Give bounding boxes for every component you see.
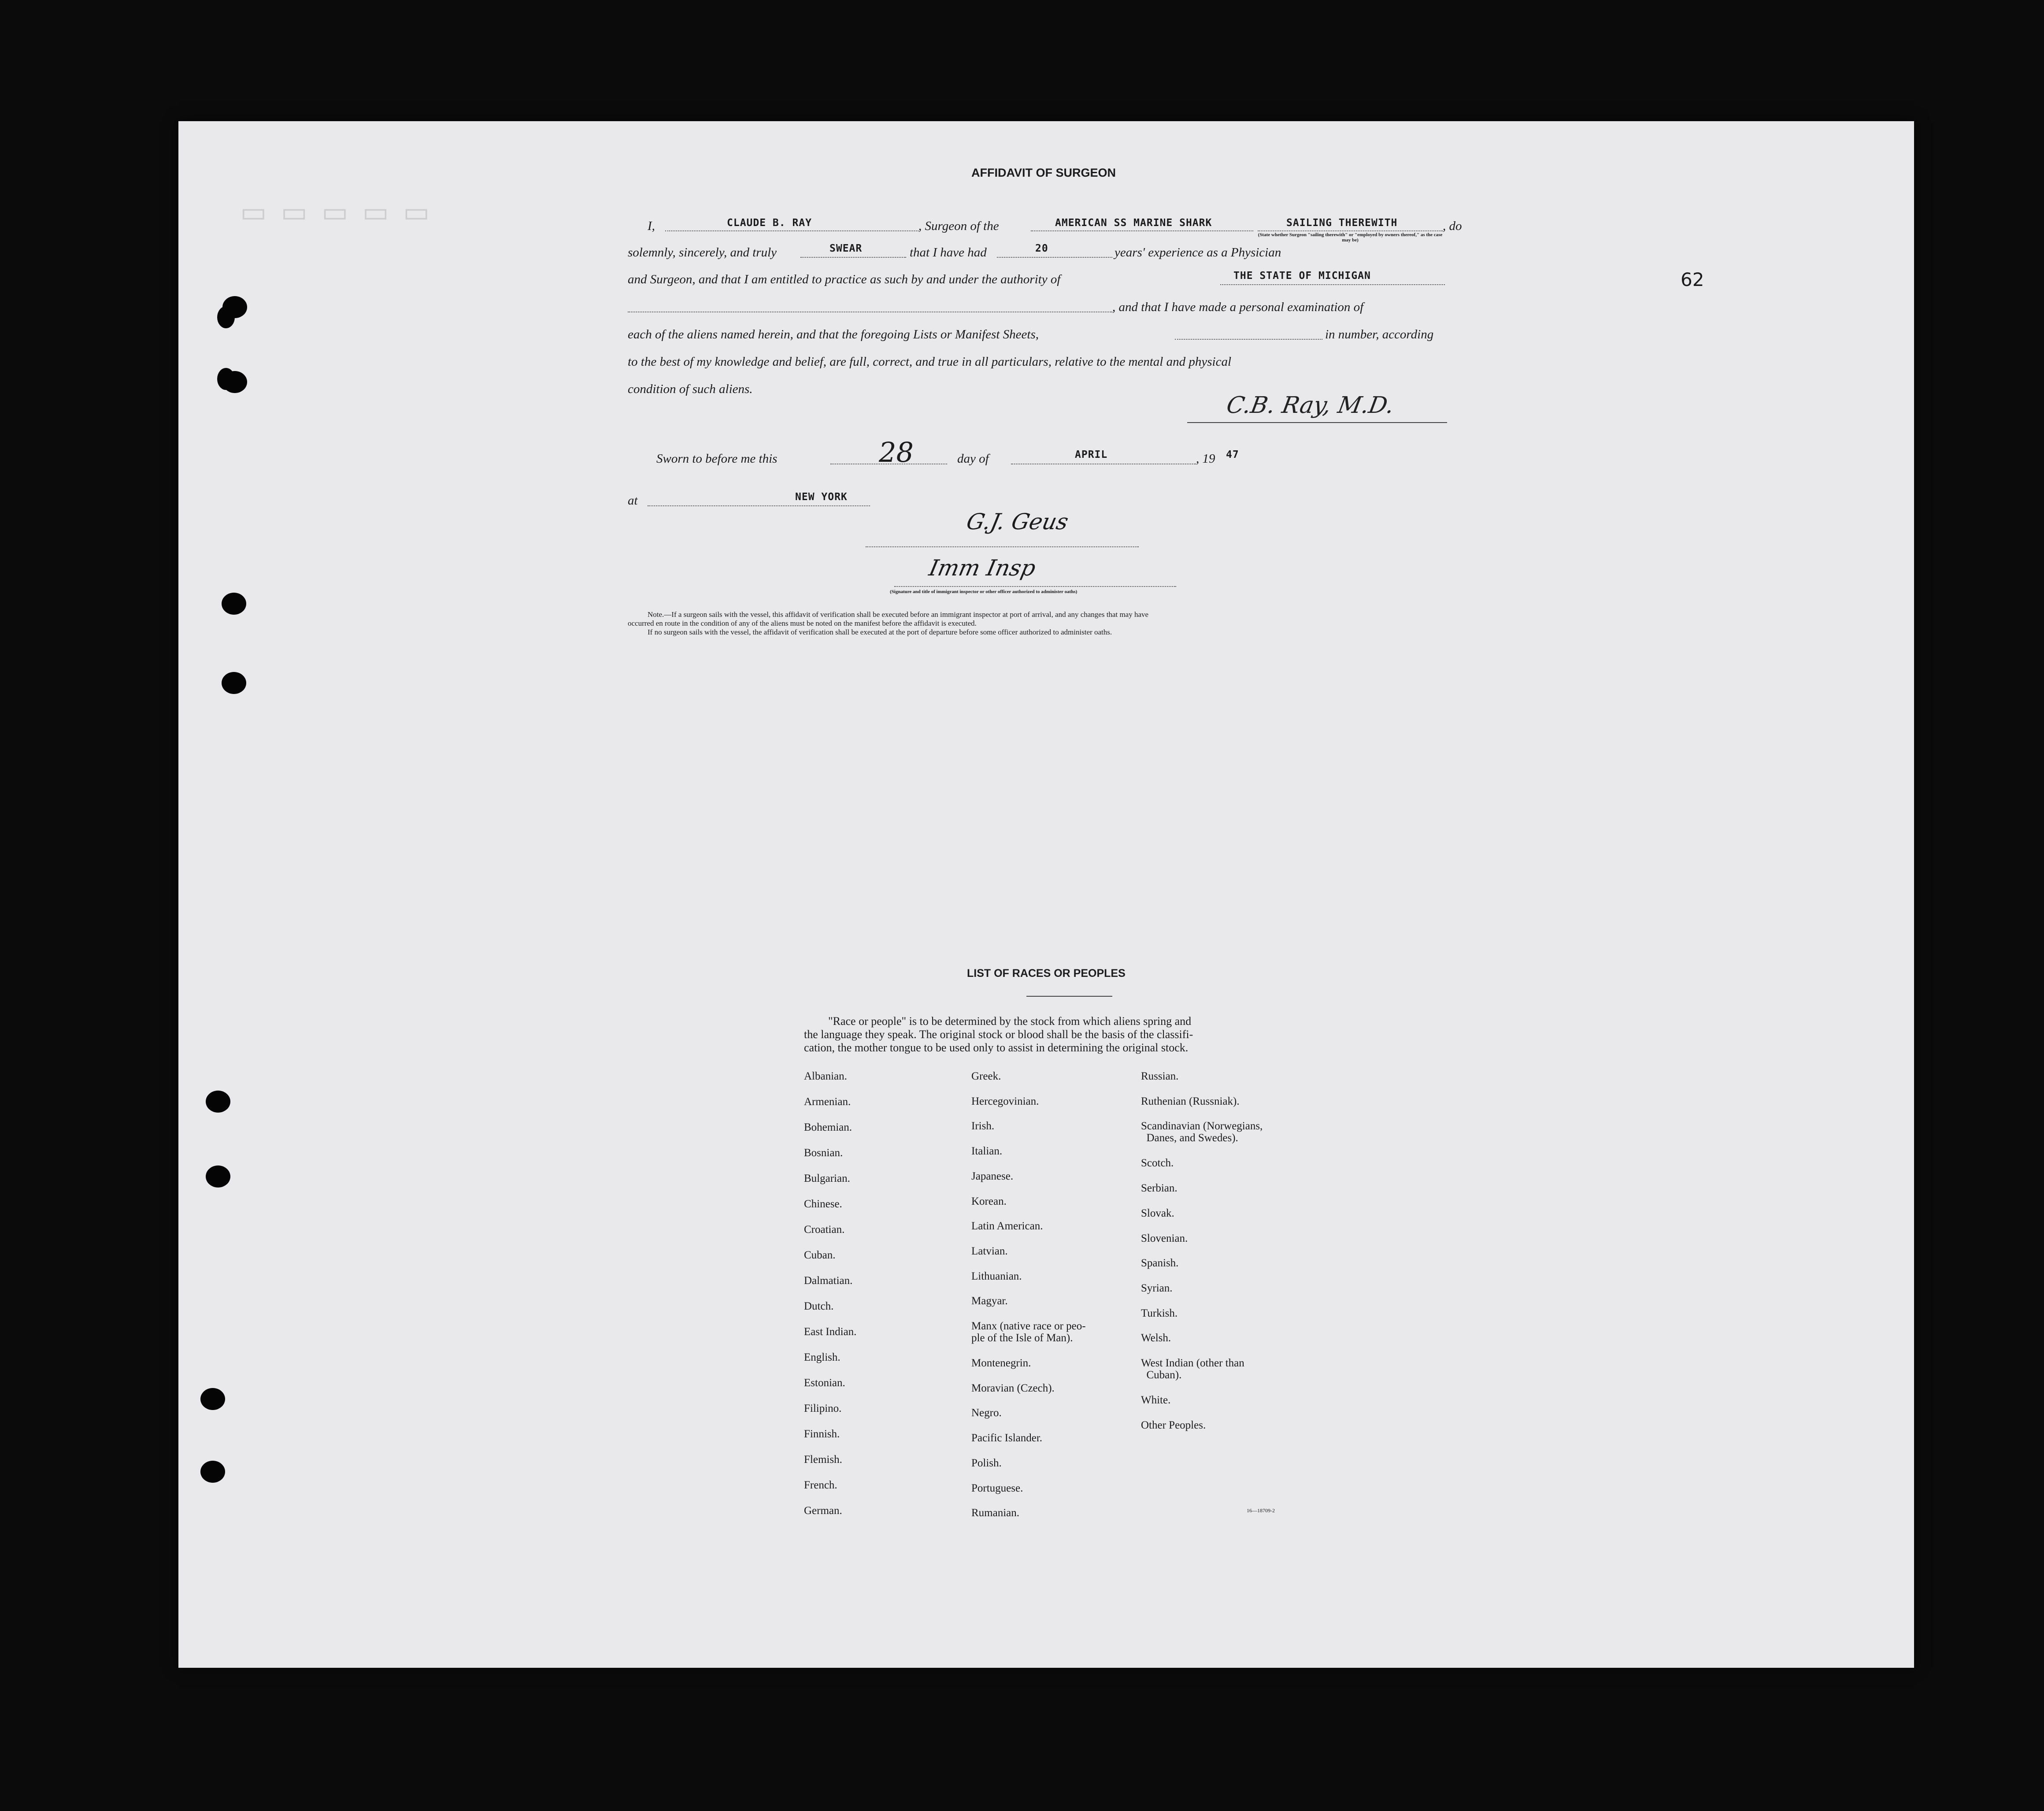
sworn-year: 47 [1226,449,1239,460]
blank-line [648,505,870,506]
line1-prefix: I, [648,219,655,233]
blank-line [866,546,1139,547]
at-label: at [628,494,638,508]
line5-end: in number, according [1325,327,1434,341]
signature-caption: (Signature and title of immigrant inspector or other officer authorized to administer oaths) [890,589,1078,594]
race-item: White. [1141,1394,1171,1406]
races-title: LIST OF RACES OR PEOPLES [967,967,1126,980]
line5-prefix: each of the aliens named herein, and that the foregoing Lists or Manifest Sheets, [628,327,1039,341]
page-number: 62 [1681,269,1704,290]
race-item: Chinese. [804,1198,842,1210]
race-item: Albanian. [804,1070,847,1082]
race-item: Irish. [971,1120,995,1132]
note-line-3: If no surgeon sails with the vessel, the affidavit of verification shall be executed at the port of departure before some officer authorized to administer oaths. [648,628,1112,636]
year-prefix: , 19 [1196,452,1215,466]
race-item: Croatian. [804,1224,845,1236]
sworn-day: 28 [879,436,914,468]
note-line-1: Note.—If a surgeon sails with the vessel, this affidavit of verification shall be executed before an immigrant inspector at port of arrival, and any changes that may have [648,610,1149,619]
note-line-2: occurred en route in the condition of any of the aliens must be noted on the manifest before the affidavit is executed. [628,619,977,627]
race-item: Other Peoples. [1141,1419,1206,1431]
blank-line [1031,230,1253,231]
race-item: East Indian. [804,1326,857,1338]
line2-end: years' experience as a Physician [1115,245,1281,260]
line2-mid: that I have had [910,245,987,260]
race-item: Portuguese. [971,1482,1023,1494]
years-experience: 20 [1035,243,1048,254]
race-item: Filipino. [804,1403,842,1414]
officer-signature: G.J. Geus [964,509,1071,534]
binder-hole [206,1165,230,1188]
race-item: West Indian (other than Cuban). [1141,1357,1244,1381]
blank-line [1175,339,1322,340]
sworn-month: APRIL [1075,449,1108,460]
race-item: Slovenian. [1141,1232,1188,1244]
line3-prefix: and Surgeon, and that I am entitled to practice as such by and under the authority of [628,272,1061,286]
surgeon-name: CLAUDE B. RAY [727,217,812,229]
title-rule [1026,996,1112,997]
day-of-label: day of [957,452,989,466]
line7: condition of such aliens. [628,382,753,396]
binder-hole [217,306,235,328]
race-item: Armenian. [804,1096,851,1108]
sworn-place: NEW YORK [795,491,848,503]
binder-hole [200,1461,225,1483]
race-item: Finnish. [804,1428,840,1440]
race-item: Polish. [971,1457,1002,1469]
race-item: Rumanian. [971,1507,1020,1519]
race-item: Bulgarian. [804,1173,850,1184]
race-item: Scotch. [1141,1157,1174,1169]
race-item: Lithuanian. [971,1270,1022,1282]
affidavit-title: AFFIDAVIT OF SURGEON [971,166,1116,179]
blank-line [894,586,1176,587]
binder-hole [200,1388,225,1410]
officer-title-signature: Imm Insp [926,555,1038,581]
race-item: Moravian (Czech). [971,1382,1055,1394]
race-item: Turkish. [1141,1307,1178,1319]
surgeon-signature: C.B. Ray, M.D. [1224,392,1396,419]
race-item: Pacific Islander. [971,1432,1043,1444]
race-item: French. [804,1479,837,1491]
form-number: 16—18709-2 [1247,1507,1275,1514]
race-item: Japanese. [971,1170,1014,1182]
races-intro-3: cation, the mother tongue to be used only to assist in determining the original stock. [804,1041,1189,1054]
race-item: Latvian. [971,1245,1008,1257]
race-item: Flemish. [804,1454,842,1466]
blank-line [665,230,918,231]
race-item: Greek. [971,1070,1001,1082]
race-item: English. [804,1351,841,1363]
race-item: Manx (native race or peo- ple of the Isle of Man). [971,1320,1086,1344]
races-intro-1: "Race or people" is to be determined by the stock from which aliens spring and [828,1015,1192,1028]
licensing-authority: THE STATE OF MICHIGAN [1233,270,1371,282]
race-item: Magyar. [971,1295,1008,1307]
race-item: Cuban. [804,1249,836,1261]
race-item: Scandinavian (Norwegians, Danes, and Swedes). [1141,1120,1263,1144]
blank-line [800,257,906,258]
race-item: Bosnian. [804,1147,843,1159]
race-item: Korean. [971,1195,1007,1207]
race-item: Dalmatian. [804,1275,853,1287]
binder-hole [217,368,235,390]
oath-type: SWEAR [829,243,863,254]
sworn-prefix: Sworn to before me this [656,452,778,466]
blank-line [997,257,1112,258]
bleed-through-text: ▭ ▭ ▭ ▭ ▭ [240,197,433,228]
race-item: Latin American. [971,1220,1043,1232]
race-item: Ruthenian (Russniak). [1141,1095,1240,1107]
binder-hole [222,593,246,615]
race-item: Syrian. [1141,1282,1173,1294]
surgeon-status: SAILING THEREWITH [1286,217,1398,229]
status-hint: (State whether Surgeon "sailing therewith" or "employed by owners thereof," as the case may be) [1258,232,1443,243]
manifest-page [178,121,1914,1668]
blank-line [1258,230,1443,231]
races-intro-2: the language they speak. The original stock or blood shall be the basis of the classifi- [804,1028,1193,1041]
race-item: Spanish. [1141,1257,1179,1269]
race-item: Serbian. [1141,1182,1178,1195]
binder-hole [222,672,246,694]
race-item: Bohemian. [804,1121,852,1133]
line1-mid: , Surgeon of the [918,219,999,233]
line2-prefix: solemnly, sincerely, and truly [628,245,777,260]
line6: to the best of my knowledge and belief, are full, correct, and true in all particulars, relative to the mental and physical [628,355,1232,369]
race-item: Estonian. [804,1377,845,1389]
race-item: Dutch. [804,1300,834,1312]
race-item: Montenegrin. [971,1357,1031,1369]
race-item: Hercegovinian. [971,1095,1039,1107]
race-item: Russian. [1141,1070,1179,1082]
blank-line [1220,284,1445,285]
race-item: German. [804,1505,842,1517]
race-item: Welsh. [1141,1332,1171,1344]
vessel-name: AMERICAN SS MARINE SHARK [1055,217,1212,229]
signature-line [1187,422,1447,423]
binder-hole [206,1091,230,1113]
line4-end: , and that I have made a personal examination of [1112,300,1364,314]
race-item: Italian. [971,1145,1003,1158]
race-item: Negro. [971,1407,1002,1419]
line1-end: , do [1443,219,1462,233]
race-item: Slovak. [1141,1207,1174,1219]
